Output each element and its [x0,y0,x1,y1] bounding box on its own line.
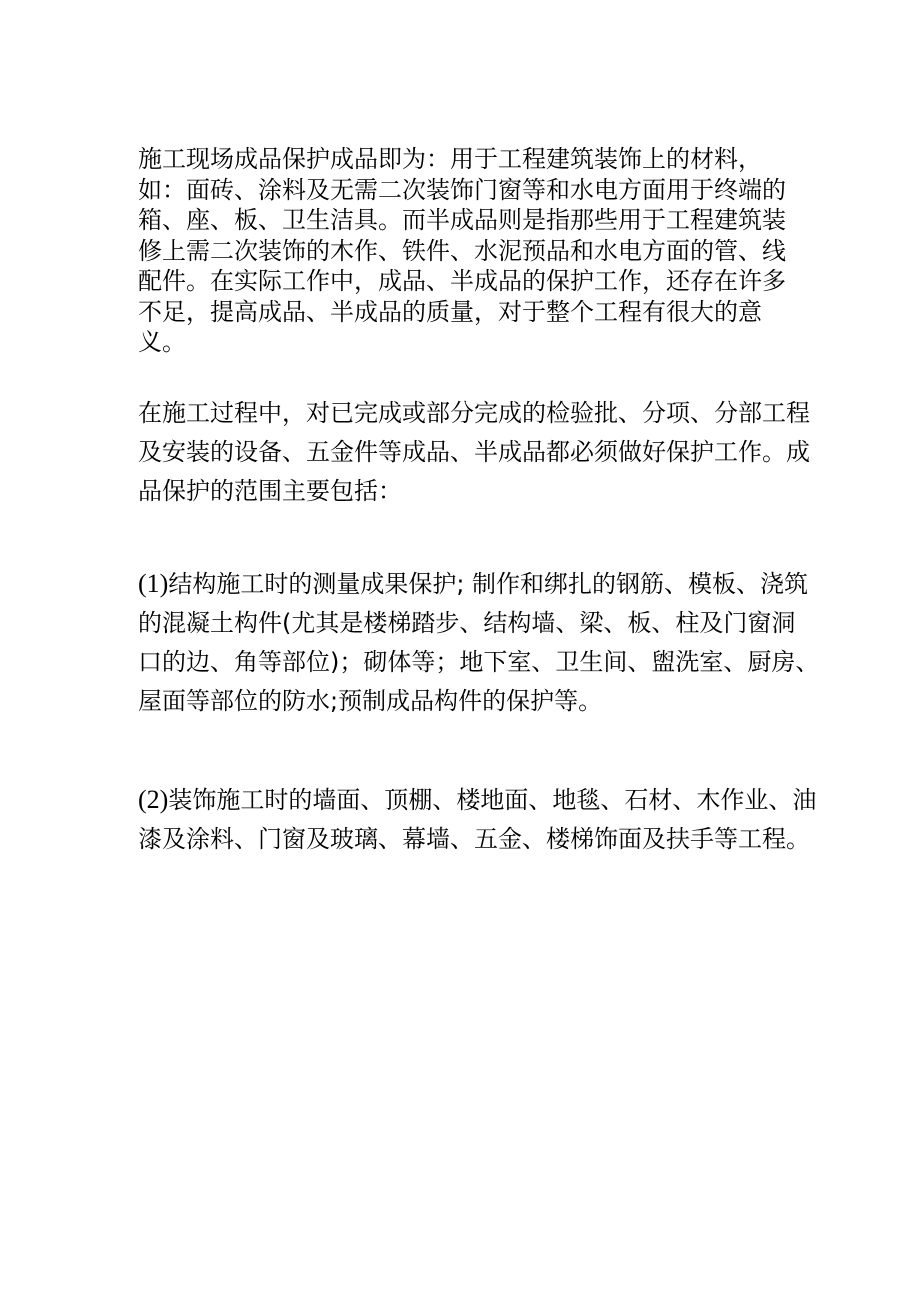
text-line: 在施工过程中，对已完成或部分完成的检验批、分项、分部工程 [138,399,810,427]
text-line [138,564,809,604]
paragraph-scope-intro [138,394,810,511]
text-segment: 装饰施工时的墙面、顶棚、楼地面、地毯、石材、木作业、油 [168,786,817,814]
paragraph-definition [138,144,786,358]
text-line: 如：面砖、涂料及无需二次装饰门窗等和水电方面用于终端的 [138,175,786,204]
text-line: 不足，提高成品、半成品的质量，对于整个工程有很大的意 [138,297,762,326]
item-number: (1) [138,569,169,598]
text-line: 配件。在实际工作中，成品、半成品的保护工作，还存在许多 [138,267,786,295]
text-line: 品保护的范围主要包括： [138,477,402,505]
text-segment: 结构施工时的测量成果保护; 制作和绑扎的钢筋、模板、浇筑 [168,570,809,598]
text-line: 漆及涂料、门窗及玻璃、幕墙、五金、楼梯饰面及扶手等工程。 [138,825,810,853]
text-line: 修上需二次装饰的木作、铁件、水泥预品和水电方面的管、线 [138,236,786,265]
text-line: 及安装的设备、五金件等成品、半成品都必须做好保护工作。成 [138,438,810,466]
text-line: 口的边、角等部位)；砌体等；地下室、卫生间、盥洗室、厨房、 [138,648,820,676]
text-line: 义。 [138,328,186,356]
text-line: 屋面等部位的防水;预制成品构件的保护等。 [138,687,603,715]
paragraph-item-1 [138,564,820,721]
paragraph-item-2 [138,780,817,859]
text-line: 施工现场成品保护成品即为：用于工程建筑装饰上的材料， [138,145,762,173]
item-number: (2) [138,785,169,814]
text-line [138,780,817,820]
text-line: 箱、座、板、卫生洁具。而半成品则是指那些用于工程建筑装 [138,206,786,234]
text-line: 的混凝土构件(尤其是楼梯踏步、结构墙、梁、板、柱及门窗洞 [138,609,796,637]
